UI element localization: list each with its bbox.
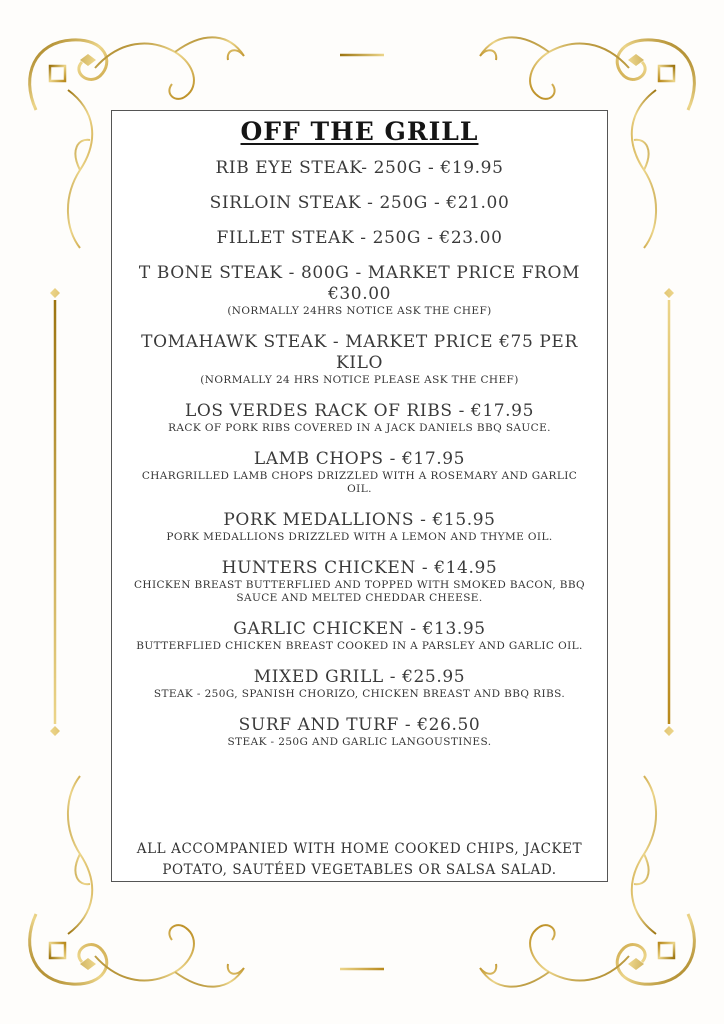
menu-item-name: PORK MEDALLIONS - €15.95 bbox=[223, 510, 496, 530]
menu-item bbox=[112, 715, 607, 749]
menu-item bbox=[112, 193, 607, 214]
menu-item bbox=[112, 158, 607, 179]
menu-item bbox=[112, 228, 607, 249]
menu-item-name: SURF AND TURF - €26.50 bbox=[238, 715, 481, 735]
menu-item bbox=[112, 332, 607, 387]
menu-item-name: TOMAHAWK STEAK - MARKET PRICE €75 PER KILO bbox=[141, 332, 578, 373]
menu-item-name: LAMB CHOPS - €17.95 bbox=[253, 449, 466, 469]
menu-item-name: MIXED GRILL - €25.95 bbox=[253, 667, 466, 687]
menu-item-name: HUNTERS CHICKEN - €14.95 bbox=[221, 558, 498, 578]
menu-item-name: FILLET STEAK - 250G - €23.00 bbox=[216, 228, 503, 248]
menu-item bbox=[112, 263, 607, 318]
menu-item bbox=[112, 510, 607, 544]
menu-item-name: GARLIC CHICKEN - €13.95 bbox=[233, 619, 486, 639]
menu-item bbox=[112, 558, 607, 605]
menu-footer-note: ALL ACCOMPANIED WITH HOME COOKED CHIPS, JACKET POTATO, SAUTÉED VEGETABLES OR SALSA SALAD. bbox=[136, 841, 583, 878]
menu-item bbox=[112, 667, 607, 701]
menu-items bbox=[112, 158, 607, 749]
menu-item-description: STEAK - 250G, SPANISH CHORIZO, CHICKEN BREAST AND BBQ RIBS. bbox=[153, 688, 566, 700]
menu-item bbox=[112, 449, 607, 496]
menu-item-description: BUTTERFLIED CHICKEN BREAST COOKED IN A PARSLEY AND GARLIC OIL. bbox=[136, 640, 583, 652]
menu-item-description: (NORMALLY 24 HRS NOTICE PLEASE ASK THE CHEF) bbox=[200, 374, 519, 386]
menu-item-name: T BONE STEAK - 800G - MARKET PRICE FROM €30.00 bbox=[138, 263, 581, 304]
menu-item-name: SIRLOIN STEAK - 250G - €21.00 bbox=[209, 193, 510, 213]
menu-title: OFF THE GRILL bbox=[240, 117, 479, 146]
menu-item-description: RACK OF PORK RIBS COVERED IN A JACK DANIELS BBQ SAUCE. bbox=[168, 422, 551, 434]
menu-item-description: CHICKEN BREAST BUTTERFLIED AND TOPPED WITH SMOKED BACON, BBQ SAUCE AND MELTED CHEDDAR CHEESE. bbox=[133, 579, 586, 604]
menu-panel bbox=[111, 110, 608, 882]
menu-item-description: STEAK - 250G AND GARLIC LANGOUSTINES. bbox=[227, 736, 492, 748]
menu-item bbox=[112, 619, 607, 653]
menu-item-description: PORK MEDALLIONS DRIZZLED WITH A LEMON AND THYME OIL. bbox=[166, 531, 553, 543]
menu-item-description: (NORMALLY 24HRS NOTICE ASK THE CHEF) bbox=[227, 305, 492, 317]
menu-item-name: RIB EYE STEAK- 250G - €19.95 bbox=[215, 158, 504, 178]
menu-item-description: CHARGRILLED LAMB CHOPS DRIZZLED WITH A ROSEMARY AND GARLIC OIL. bbox=[141, 470, 578, 495]
menu-item-name: LOS VERDES RACK OF RIBS - €17.95 bbox=[184, 401, 535, 421]
menu-item bbox=[112, 401, 607, 435]
